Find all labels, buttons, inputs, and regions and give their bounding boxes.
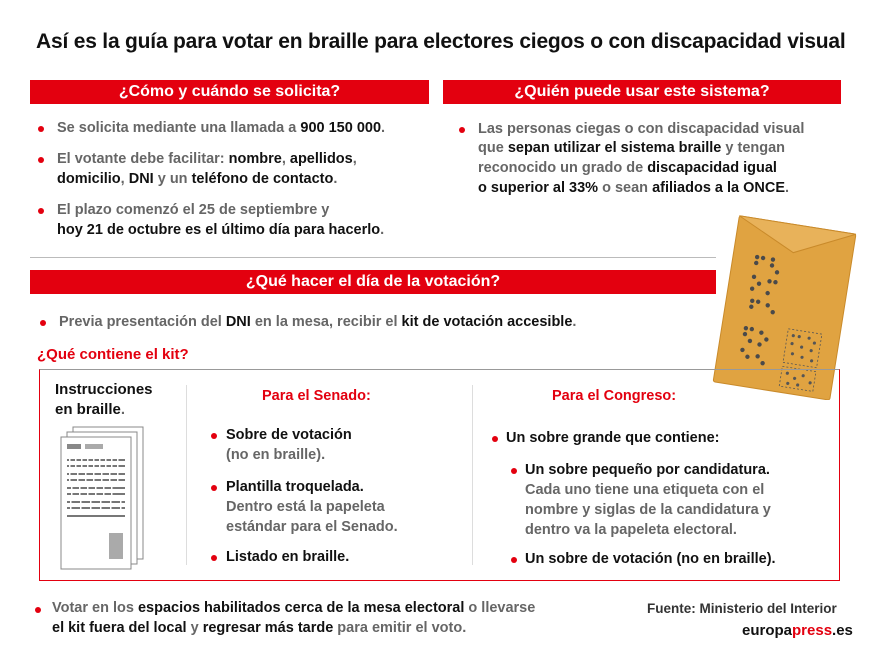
bullet-dot [38,126,44,132]
congreso-heading: Para el Congreso: [552,388,677,404]
que-hacer-text: Previa presentación del DNI en la mesa, recibir el kit de votación accesible. [59,314,577,330]
quien-line-3: reconocido un grado de discapacidad igual [478,160,777,176]
como-item-3-line-2: hoy 21 de octubre es el último día para hacerlo. [57,222,385,238]
banner-como: ¿Cómo y cuándo se solicita? [30,80,429,104]
senado-item-3: Listado en braille. [226,549,350,565]
bullet-dot [492,436,498,442]
page-title: Así es la guía para votar en braille para electores ciegos o con discapacidad visual [36,30,846,53]
congreso-item-2: Un sobre pequeño por candidatura. [525,462,770,478]
bullet-dot [40,320,46,326]
senado-item-2: Plantilla troquelada. [226,479,364,495]
bullet-dot [511,468,517,474]
congreso-item-3: Un sobre de votación (no en braille). [525,551,776,567]
braille-pages-illustration [55,425,150,570]
quien-line-1: Las personas ciegas o con discapacidad visual [478,121,805,137]
column-separator [186,385,187,565]
congreso-item-1: Un sobre grande que contiene: [506,430,720,446]
quien-line-2: que sepan utilizar el sistema braille y tengan [478,140,786,156]
quien-line-4: o superior al 33% o sean afiliados a la ONCE. [478,180,790,196]
bullet-dot [211,485,217,491]
bullet-dot [459,127,465,133]
bullet-dot [35,607,41,613]
congreso-item-2-line-2: Cada uno tiene una etiqueta con el [525,482,765,498]
senado-item-1-note: (no en braille). [226,447,326,463]
senado-item-1: Sobre de votación [226,427,352,443]
bullet-dot [211,555,217,561]
congreso-item-2-line-4: dentro va la papeleta electoral. [525,522,737,538]
banner-quien: ¿Quién puede usar este sistema? [443,80,841,104]
senado-item-2-line-3: estándar para el Senado. [226,519,398,535]
divider [30,257,716,258]
source-label: Fuente: Ministerio del Interior [647,601,837,616]
como-item-2-line-1: El votante debe facilitar: nombre, apellidos, [57,151,357,167]
banner-que-hacer: ¿Qué hacer el día de la votación? [30,270,716,294]
brand-logo: europapress.es [742,622,853,639]
kit-heading: ¿Qué contiene el kit? [37,346,189,363]
senado-item-2-line-2: Dentro está la papeleta [226,499,385,515]
como-item-3-line-1: El plazo comenzó el 25 de septiembre y [57,202,330,218]
bullet-dot [38,157,44,163]
bullet-dot [211,433,217,439]
final-line-2: el kit fuera del local y regresar más tarde para emitir el voto. [52,620,467,636]
bullet-dot [38,208,44,214]
final-line-1: Votar en los espacios habilitados cerca de la mesa electoral o llevarse [52,600,536,616]
como-item-2-line-2: domicilio, DNI y un teléfono de contacto. [57,171,338,187]
bullet-dot [511,557,517,563]
como-item-1: Se solicita mediante una llamada a 900 150 000. [57,120,386,136]
column-separator [472,385,473,565]
congreso-item-2-line-3: nombre y siglas de la candidatura y [525,502,771,518]
senado-heading: Para el Senado: [262,388,371,404]
instructions-label: Instrucciones en braille. [55,381,153,418]
